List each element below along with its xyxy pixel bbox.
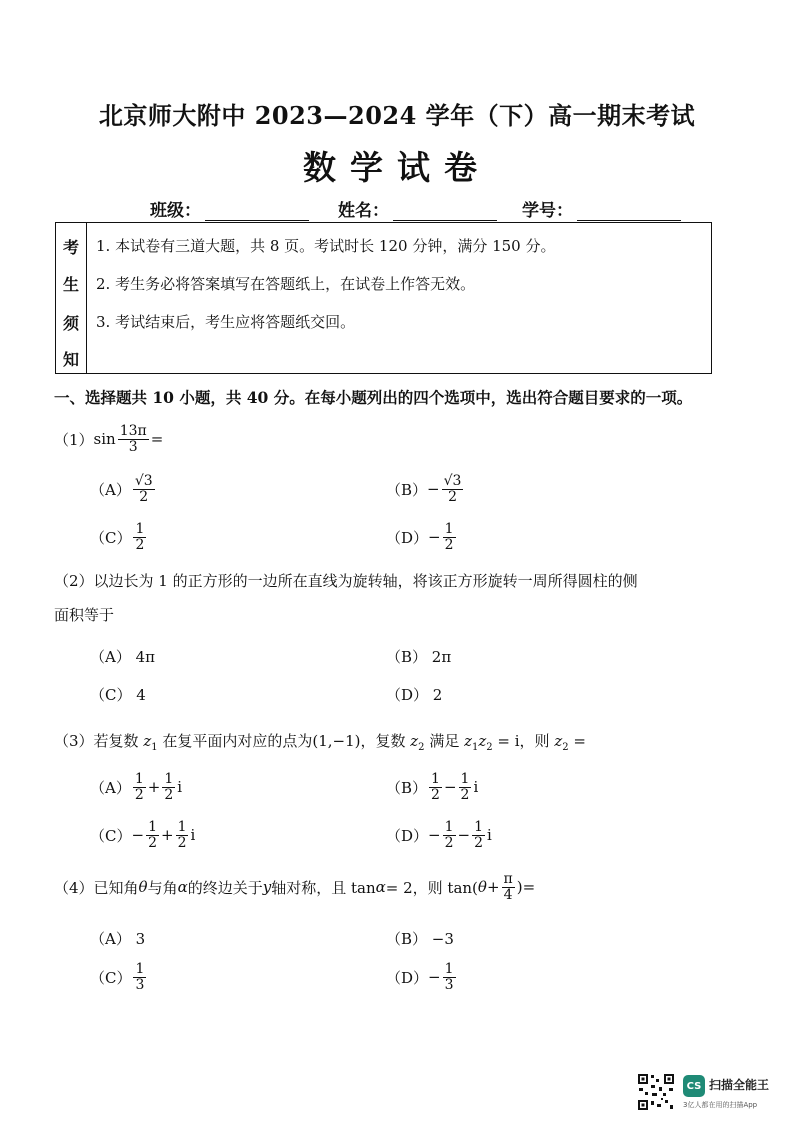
q3-option-d <box>386 820 492 850</box>
q1-option-c <box>90 522 148 552</box>
numerator: 1 <box>431 771 440 787</box>
exam-notice-box <box>55 222 712 374</box>
fraction <box>176 820 189 850</box>
numerator: 1 <box>134 771 144 787</box>
q1-option-d <box>386 522 458 552</box>
denominator: 2 <box>431 786 440 803</box>
var-z: z <box>478 732 487 750</box>
q4-option-d <box>386 962 458 992</box>
denominator: 2 <box>448 488 457 505</box>
option-label: （C） <box>90 968 132 987</box>
fraction <box>472 820 485 850</box>
q4-text: 与角 <box>147 878 178 897</box>
q3-text: = <box>568 732 586 750</box>
class-label: 班级： <box>150 201 201 221</box>
fraction <box>443 820 456 850</box>
equals: = <box>150 430 164 449</box>
denominator: 2 <box>460 786 470 803</box>
numerator: 1 <box>177 819 187 835</box>
exam-subject-title: 数学试卷 <box>303 148 491 187</box>
imag-unit: i <box>473 778 479 797</box>
denominator: 3 <box>128 438 138 455</box>
option-label: （B） <box>386 480 428 499</box>
option-label: （C） <box>90 528 132 547</box>
fraction <box>442 474 464 504</box>
operator: + <box>160 826 174 845</box>
q4-text: + <box>486 878 500 897</box>
denominator: 2 <box>148 834 157 851</box>
denominator: 2 <box>444 536 454 553</box>
question-2-line2: 面积等于 <box>54 606 115 624</box>
option-label: （A） <box>90 480 131 499</box>
denominator: 4 <box>503 886 513 903</box>
sin-func: sin <box>93 430 116 449</box>
q2-option-a: （A） 4π <box>90 648 156 666</box>
camscanner-tagline: 3亿人都在用的扫描App <box>683 1101 758 1109</box>
option-sign: − <box>428 528 441 547</box>
q4-text: = 2，则 tan( <box>385 878 478 897</box>
numerator: 1 <box>444 961 454 977</box>
question-3 <box>54 730 586 753</box>
fraction <box>118 424 149 454</box>
var-z: z <box>410 732 419 750</box>
denominator: 3 <box>444 976 454 993</box>
notice-side-char: 生 <box>62 275 79 294</box>
subscript: 2 <box>486 742 493 753</box>
var-theta: θ <box>477 878 487 897</box>
notice-item: 1. 本试卷有三道大题，共 8 页。考试时长 120 分钟，满分 150 分。 <box>96 237 556 255</box>
fraction <box>133 474 155 504</box>
fraction <box>459 772 472 802</box>
notice-item: 3. 考试结束后，考生应将答题纸交回。 <box>96 313 356 331</box>
notice-side-char: 考 <box>62 238 79 257</box>
q2-option-c: （C） 4 <box>90 686 146 704</box>
numerator: 1 <box>135 961 145 977</box>
var-alpha: α <box>177 878 188 897</box>
numerator: 1 <box>444 521 454 537</box>
numerator: 1 <box>164 771 174 787</box>
fraction <box>443 962 456 992</box>
option-label: （B） <box>386 778 428 797</box>
q3-option-a <box>90 772 182 802</box>
option-label: （D） <box>386 968 429 987</box>
fraction <box>133 522 146 552</box>
camscanner-logo-icon: CS <box>683 1075 705 1097</box>
numerator: 13π <box>119 423 147 439</box>
student-id-label: 学号： <box>522 201 573 221</box>
var-z: z <box>464 732 472 750</box>
question-2-line1: （2）以边长为 1 的正方形的一边所在直线为旋转轴，将该正方形旋转一周所得圆柱的侧 <box>54 572 638 590</box>
subscript: 1 <box>472 742 479 753</box>
denominator: 2 <box>474 834 484 851</box>
denominator: 2 <box>135 536 145 553</box>
var-z: z <box>554 732 563 750</box>
option-label: （D） <box>386 528 429 547</box>
q2-option-d: （D） 2 <box>386 686 443 704</box>
q4-option-a: （A） 3 <box>90 930 146 948</box>
question-number: （1） <box>54 430 94 449</box>
class-field <box>150 196 309 221</box>
option-label: （C） <box>90 826 132 845</box>
q3-option-c <box>90 820 195 850</box>
q3-text: （3）若复数 <box>54 732 144 750</box>
numerator: √3 <box>134 473 153 489</box>
operator: − <box>443 778 457 797</box>
question-4 <box>54 872 535 902</box>
q1-option-a <box>90 474 157 504</box>
q3-option-b <box>386 772 478 802</box>
section-heading: 一、选择题共 10 小题，共 40 分。在每小题列出的四个选项中，选出符合题目要求的一项。 <box>54 388 693 407</box>
numerator: 1 <box>135 521 145 537</box>
var-theta: θ <box>138 878 148 897</box>
numerator: 1 <box>460 771 470 787</box>
fraction <box>146 820 159 850</box>
q3-text: = i，则 <box>492 732 555 750</box>
option-label: （A） <box>90 778 131 797</box>
q3-text: 在复平面内对应的点为(1,−1)，复数 <box>157 732 411 750</box>
numerator: 1 <box>474 819 484 835</box>
subscript: 1 <box>151 742 158 753</box>
q4-text: 轴对称，且 tan <box>271 878 376 897</box>
notice-side-char: 知 <box>62 350 79 369</box>
exam-title: 北京师大附中 2023—2024 学年（下）高一期末考试 <box>98 101 696 130</box>
denominator: 2 <box>134 786 144 803</box>
denominator: 2 <box>139 488 149 505</box>
fraction <box>133 772 146 802</box>
class-blank <box>205 202 309 221</box>
subscript: 2 <box>418 742 425 753</box>
fraction <box>429 772 442 802</box>
denominator: 2 <box>164 786 174 803</box>
imag-unit: i <box>487 826 492 845</box>
q4-text: 的终边关于 <box>187 878 263 897</box>
imag-unit: i <box>177 778 183 797</box>
imag-unit: i <box>190 826 196 845</box>
var-z: z <box>143 732 152 750</box>
student-id-blank <box>577 202 681 221</box>
q4-text: )= <box>516 878 536 897</box>
name-label: 姓名： <box>338 201 389 221</box>
option-sign: − <box>428 826 441 845</box>
q1-option-b <box>386 474 465 504</box>
fraction <box>162 772 175 802</box>
name-field <box>338 196 497 221</box>
qr-code-icon <box>637 1073 675 1111</box>
subscript: 2 <box>562 742 569 753</box>
option-label: （D） <box>386 826 429 845</box>
operator: + <box>147 778 161 797</box>
numerator: 1 <box>444 819 454 835</box>
q4-text: （4）已知角 <box>54 878 139 897</box>
denominator: 2 <box>444 834 454 851</box>
notice-side-label <box>56 223 87 373</box>
numerator: 1 <box>148 819 157 835</box>
fraction <box>502 872 515 902</box>
numerator: √3 <box>443 473 462 489</box>
q3-text: 满足 <box>424 732 465 750</box>
var-alpha: α <box>375 878 386 897</box>
operator: − <box>457 826 471 845</box>
name-blank <box>393 202 497 221</box>
q2-option-b: （B） 2π <box>386 648 452 666</box>
q4-option-b: （B） −3 <box>386 930 454 948</box>
student-id-field <box>522 196 681 221</box>
option-sign: − <box>427 480 440 499</box>
numerator: π <box>503 871 513 887</box>
option-sign: − <box>428 968 441 987</box>
camscanner-name: 扫描全能王 <box>709 1078 770 1092</box>
question-1 <box>54 424 163 454</box>
notice-item: 2. 考生务必将答案填写在答题纸上，在试卷上作答无效。 <box>96 275 476 293</box>
q4-option-c <box>90 962 148 992</box>
fraction <box>133 962 146 992</box>
var-y: y <box>262 878 272 897</box>
denominator: 2 <box>177 834 187 851</box>
option-sign: − <box>131 826 145 845</box>
notice-side-char: 须 <box>62 314 79 333</box>
denominator: 3 <box>135 976 145 993</box>
fraction <box>443 522 456 552</box>
